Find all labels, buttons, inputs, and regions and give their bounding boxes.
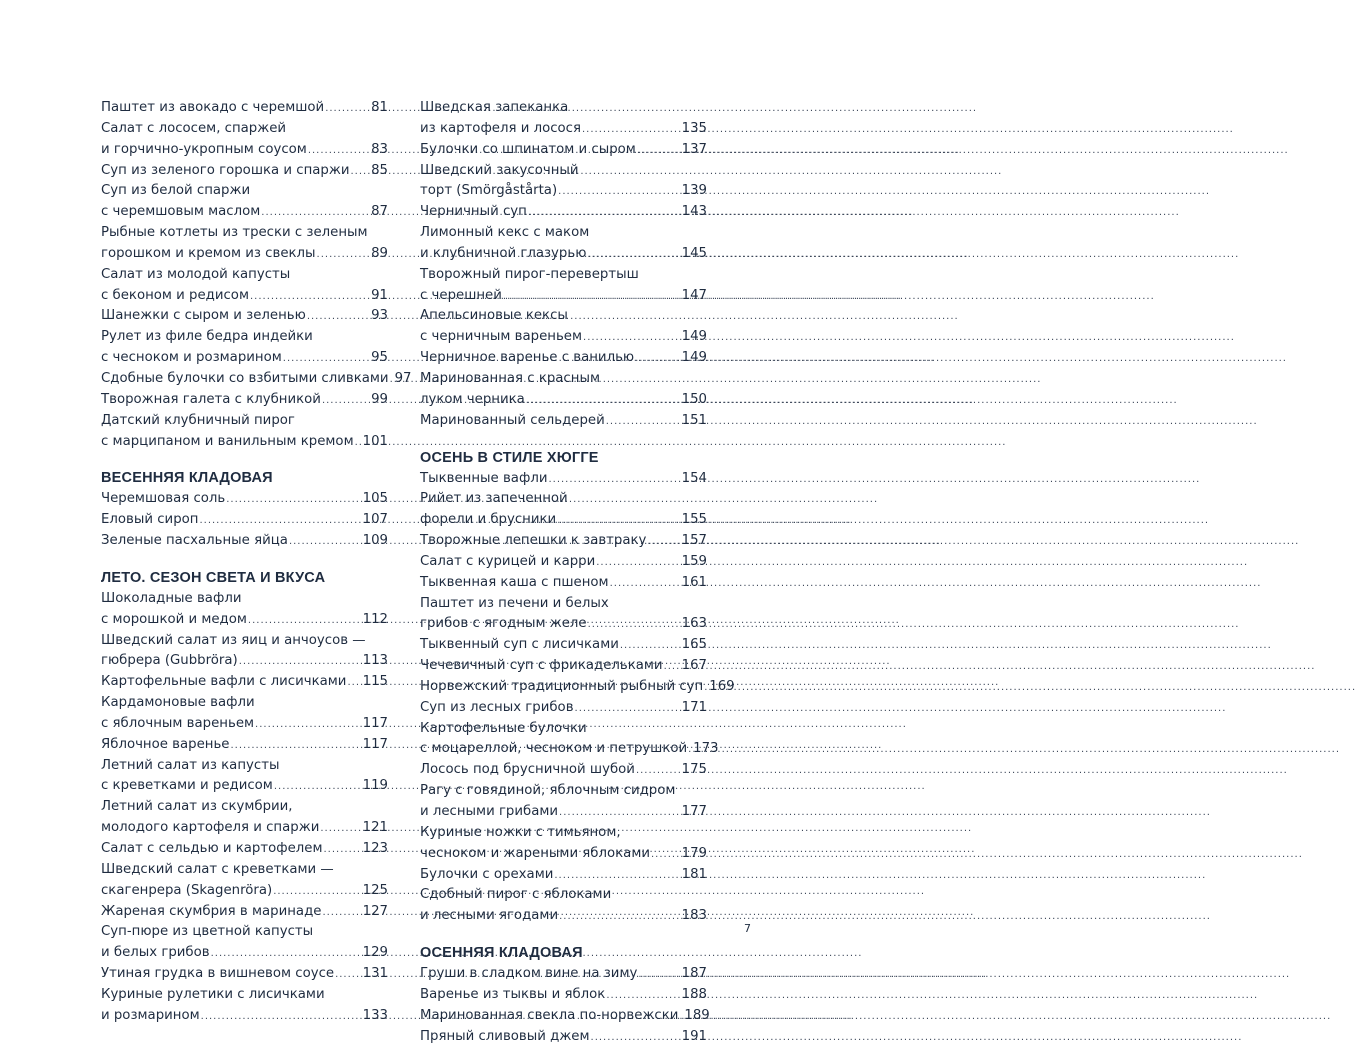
entry-page-number: 179 (681, 845, 707, 861)
toc-entry-line (420, 885, 707, 906)
entry-page-number: 113 (362, 653, 388, 669)
entry-page-number: 81 (371, 100, 388, 115)
entry-title: Сдобный пирог с яблоками (420, 887, 612, 903)
entry-title: с чесноком и розмарином (101, 350, 282, 366)
dot-leader (557, 511, 680, 532)
entry-page-number: 169 (709, 678, 735, 694)
entry-title: Зеленые пасхальные яйца (101, 533, 288, 549)
dot-leader (250, 287, 370, 308)
entry-title: Шведский закусочный (420, 162, 579, 178)
entry-page-number: 121 (362, 820, 388, 836)
toc-entry-line (420, 614, 707, 635)
toc-entry-line (101, 202, 388, 223)
entry-page-number: 131 (362, 966, 388, 982)
toc-entry-line (420, 1006, 710, 1027)
entry-title: с черничным вареньем (420, 329, 583, 345)
entry-page-number: 125 (362, 882, 388, 898)
entry-page-number: 173 (693, 741, 719, 757)
entry-page-number: 145 (681, 245, 707, 261)
entry-page-number: 155 (681, 512, 707, 528)
entry-page-number: 127 (362, 903, 388, 919)
entry-page-number: 163 (681, 616, 707, 632)
entry-page-number: 115 (362, 674, 388, 690)
entry-page-number: 151 (681, 412, 707, 428)
dot-leader (704, 678, 708, 699)
entry-title: Яблочное варенье (101, 736, 230, 752)
entry-title: Салат с курицей и карри (420, 553, 596, 569)
entry-title: Летний салат из скумбрии, (101, 799, 293, 815)
entry-page-number: 97 (394, 370, 412, 386)
toc-entry-line (101, 797, 388, 818)
entry-page-number: 85 (371, 162, 388, 178)
toc-entry-line (420, 552, 707, 573)
entry-title: молодого картофеля и спаржи (101, 820, 320, 836)
entry-title: из картофеля и лосося (420, 120, 581, 136)
entry-title: грибов с ягодным желе (420, 616, 587, 632)
toc-entry-line (420, 98, 707, 119)
toc-entry-line (420, 656, 707, 677)
toc-entry-line (101, 510, 388, 531)
dot-leader (503, 287, 681, 308)
toc-entry-line (420, 719, 707, 740)
entry-page-number: 112 (362, 611, 388, 627)
dot-leader (230, 736, 361, 757)
entry-title: Суп-пюре из цветной капусты (101, 924, 314, 940)
entry-page-number: 117 (362, 715, 388, 731)
dot-leader (355, 433, 362, 454)
toc-entry-line (101, 119, 388, 140)
section-heading: ОСЕНЬ В СТИЛЕ ХЮГГЕ (420, 449, 599, 466)
toc-entry-line (101, 776, 388, 797)
entry-title: и клубничной глазурью (420, 245, 587, 261)
dot-leader (635, 349, 681, 370)
entry-title: с черешней (420, 287, 502, 303)
entry-title: скагенрера (Skagenröra) (101, 882, 273, 898)
toc-entry-line (420, 411, 707, 432)
entry-page-number: 159 (681, 553, 707, 569)
dot-leader (559, 803, 681, 824)
toc-entry-line (420, 531, 707, 552)
dot-leader (679, 1007, 683, 1028)
entry-page-number: 105 (362, 491, 388, 507)
entry-title: Утиная грудка в вишневом соусе (101, 966, 335, 982)
toc-entry-line (101, 610, 388, 631)
entry-title: Рулет из филе бедра индейки (101, 329, 313, 345)
dot-leader (261, 203, 370, 224)
dot-leader (322, 903, 361, 924)
toc-entry-line (420, 202, 707, 223)
dot-leader (324, 840, 362, 861)
entry-page-number: 177 (681, 804, 707, 819)
dot-leader (606, 986, 680, 1007)
entry-page-number: 83 (371, 141, 388, 157)
entry-page-number: 171 (681, 699, 707, 715)
entry-page-number: 149 (681, 329, 707, 345)
dot-leader (606, 412, 681, 433)
entry-title: Лосось под брусничной шубой (420, 762, 635, 778)
toc-entry-line (101, 860, 388, 881)
entry-page-number: 139 (681, 183, 707, 199)
entry-title: Еловый сироп (101, 512, 199, 528)
dot-leader (526, 391, 681, 412)
dot-leader (688, 740, 692, 761)
entry-title: Рыбные котлеты из трески с зеленым (101, 225, 368, 241)
toc-entry-line (101, 943, 388, 964)
toc-entry-line (101, 348, 388, 369)
entry-page-number: 107 (362, 512, 388, 528)
toc-entry-line (101, 693, 388, 714)
dot-leader (320, 819, 361, 840)
toc-entry-line (420, 635, 707, 656)
entry-page-number: 87 (371, 204, 388, 220)
toc-entry-line (101, 589, 388, 610)
section-heading: ВЕСЕННЯЯ КЛАДОВАЯ (101, 470, 273, 487)
entry-title: с моцареллой, чесноком и петрушкой (420, 741, 688, 757)
entry-title: Тыквенный суп с лисичками (420, 637, 619, 653)
toc-entry-line (101, 1006, 388, 1027)
entry-title: луком черника (420, 391, 525, 407)
dot-leader (350, 162, 370, 183)
toc-entry-line (101, 631, 388, 652)
toc-entry-line (420, 594, 707, 615)
toc-entry-line (101, 161, 388, 182)
toc-entry-line (420, 698, 707, 719)
entry-title: Лимонный кекс с маком (420, 225, 590, 241)
page-number: 7 (744, 922, 751, 935)
entry-page-number: 119 (362, 778, 388, 794)
entry-page-number: 137 (681, 141, 707, 157)
toc-entry-line (101, 714, 388, 735)
dot-leader (582, 120, 681, 141)
toc-entry-line (420, 1027, 707, 1048)
entry-title: с морошкой и медом (101, 611, 247, 627)
toc-entry-line (101, 286, 388, 307)
toc-entry-line (101, 327, 388, 348)
entry-title: Шоколадные вафли (101, 590, 242, 606)
toc-entry-line (420, 739, 719, 760)
dot-leader (636, 761, 681, 782)
entry-page-number: 133 (362, 1007, 388, 1023)
dot-leader (283, 349, 370, 370)
toc-entry-line (101, 531, 388, 552)
entry-page-number: 161 (681, 574, 707, 590)
dot-leader (347, 673, 361, 694)
entry-title: Маринованная с красным (420, 370, 600, 386)
dot-leader (558, 182, 680, 203)
toc-entry-line (420, 906, 707, 927)
entry-page-number: 135 (681, 120, 707, 136)
toc-entry-line (420, 469, 707, 490)
toc-entry-line (420, 119, 707, 140)
section-heading: ОСЕННЯЯ КЛАДОВАЯ (420, 945, 583, 962)
entry-title: с яблочным вареньем (101, 715, 255, 731)
entry-page-number: 187 (681, 966, 707, 982)
entry-title: Шведская запеканка (420, 100, 569, 115)
entry-title: Жареная скумбрия в маринаде (101, 903, 322, 919)
entry-page-number: 165 (681, 637, 707, 653)
dot-leader (248, 611, 362, 632)
toc-entry-line (420, 677, 735, 698)
entry-page-number: 99 (371, 391, 388, 407)
entry-page-number: 89 (371, 245, 388, 261)
toc-entry-line (101, 223, 388, 244)
dot-leader (274, 777, 362, 798)
toc-entry-line (420, 223, 707, 244)
toc-entry-line (101, 306, 388, 327)
toc-entry-line (101, 390, 388, 411)
toc-entry-line (101, 244, 388, 265)
entry-title: Сдобные булочки со взбитыми сливками (101, 370, 389, 386)
entry-title: Булочки со шпинатом и сыром (420, 141, 636, 157)
entry-title: и горчично-укропным соусом (101, 141, 307, 157)
dot-leader (307, 307, 370, 328)
toc-entry-line (101, 672, 388, 693)
toc-entry-line (101, 756, 388, 777)
dot-leader (559, 907, 681, 928)
toc-entry-line (420, 510, 707, 531)
dot-leader (554, 866, 680, 887)
entry-title: с черемшовым маслом (101, 204, 261, 220)
entry-title: Рийет из запеченной (420, 491, 568, 507)
dot-leader (548, 470, 680, 491)
entry-page-number: 129 (362, 945, 388, 961)
toc-entry-line (101, 839, 388, 860)
entry-title: с марципаном и ванильным кремом (101, 433, 354, 449)
dot-leader (390, 370, 394, 391)
entry-page-number: 189 (684, 1007, 710, 1023)
dot-leader (317, 245, 371, 266)
dot-leader (199, 511, 361, 532)
toc-column-left (101, 98, 412, 1027)
dot-leader (325, 99, 370, 120)
entry-title: и лесными ягодами (420, 908, 559, 924)
entry-title: Черничное варенье с ванилью (420, 350, 635, 366)
toc-entry-line (101, 489, 388, 510)
entry-page-number: 183 (681, 908, 707, 924)
entry-title: Летний салат из капусты (101, 757, 280, 773)
dot-leader (273, 882, 361, 903)
dot-leader (664, 657, 681, 678)
entry-page-number: 123 (362, 841, 388, 856)
toc-entry-line (420, 369, 707, 390)
dot-leader (620, 636, 681, 657)
entry-title: Картофельные вафли с лисичками (101, 674, 347, 690)
entry-title: Черемшовая соль (101, 491, 226, 507)
entry-title: Шведский салат из яиц и анчоусов — (101, 632, 366, 648)
toc-entry-line (101, 964, 388, 985)
dot-leader (201, 1007, 362, 1028)
entry-title: Суп из зеленого горошка и спаржи (101, 162, 350, 178)
dot-leader (255, 715, 362, 736)
entry-page-number: 95 (371, 350, 388, 366)
entry-page-number: 91 (371, 287, 388, 303)
toc-entry-line (101, 881, 388, 902)
entry-title: гюбрера (Gubbröra) (101, 653, 238, 669)
dot-leader (651, 845, 681, 866)
toc-entry-line (101, 181, 388, 202)
entry-page-number: 191 (681, 1028, 707, 1044)
dot-leader (596, 553, 680, 574)
entry-title: Картофельные булочки (420, 720, 587, 736)
toc-entry-line (420, 181, 707, 202)
entry-page-number: 93 (371, 308, 388, 324)
dot-leader (647, 532, 680, 553)
toc-entry-line (101, 922, 388, 943)
toc-entry-line (420, 823, 707, 844)
entry-page-number: 109 (362, 533, 388, 549)
entry-title: Паштет из авокадо с черемшой (101, 100, 325, 115)
entry-page-number: 149 (681, 350, 707, 366)
entry-title: Шведский салат с креветками — (101, 861, 334, 877)
entry-title: Апельсиновые кексы (420, 308, 568, 324)
entry-title: и розмарином (101, 1007, 200, 1023)
toc-entry-line (420, 306, 707, 327)
entry-page-number: 154 (681, 470, 707, 486)
dot-leader (322, 391, 370, 412)
dot-leader (289, 532, 362, 553)
toc-entry-line (420, 985, 707, 1006)
toc-entry-line (420, 781, 707, 802)
entry-title: Творожная галета с клубникой (101, 391, 321, 407)
entry-title: с креветками и редисом (101, 778, 273, 794)
dot-leader (239, 652, 362, 673)
toc-entry-line (101, 369, 412, 390)
dot-leader (587, 245, 680, 266)
entry-title: Творожный пирог-перевертыш (420, 266, 639, 282)
dot-leader (588, 615, 681, 636)
dot-leader (226, 490, 361, 511)
entry-title: Салат с сельдью и картофелем (101, 841, 323, 856)
dot-leader (591, 1028, 681, 1048)
toc-entry-line (420, 390, 707, 411)
entry-title: Суп из белой спаржи (101, 183, 251, 199)
entry-title: и лесными грибами (420, 804, 559, 819)
entry-title: Куриные рулетики с лисичками (101, 986, 325, 1002)
entry-page-number: 167 (681, 658, 707, 674)
dot-leader (638, 965, 680, 986)
toc-entry-line (420, 161, 707, 182)
toc-entry-line (101, 985, 388, 1006)
toc-entry-line (420, 265, 707, 286)
dot-leader (211, 944, 362, 965)
entry-title: Маринованный сельдерей (420, 412, 605, 428)
entry-title: горошком и кремом из свеклы (101, 245, 316, 261)
toc-entry-line (420, 348, 707, 369)
entry-page-number: 175 (681, 762, 707, 778)
toc-entry-line (420, 760, 707, 781)
toc-entry-line (101, 818, 388, 839)
entry-page-number: 101 (362, 433, 388, 449)
dot-leader (308, 141, 370, 162)
dot-leader (335, 965, 362, 986)
toc-entry-line (420, 844, 707, 865)
toc-entry-line (101, 140, 388, 161)
entry-title: Груши в сладком вине на зиму (420, 966, 638, 982)
dot-leader (528, 203, 681, 224)
entry-title: Булочки с орехами (420, 866, 554, 882)
entry-title: Тыквенная каша с пшеном (420, 574, 609, 590)
dot-leader (575, 699, 681, 720)
entry-title: Маринованная свекла по-норвежски (420, 1007, 679, 1023)
toc-entry-line (101, 735, 388, 756)
entry-title: Черничный суп (420, 204, 527, 220)
toc-entry-line (420, 140, 707, 161)
entry-title: Датский клубничный пирог (101, 412, 295, 428)
entry-title: Шанежки с сыром и зеленью (101, 308, 306, 324)
toc-entry-line (101, 432, 388, 453)
entry-title: Рагу с говядиной, яблочным сидром (420, 783, 676, 799)
entry-page-number: 117 (362, 736, 388, 752)
dot-leader (637, 141, 681, 162)
entry-title: Салат с лососем, спаржей (101, 120, 287, 136)
dot-leader (583, 328, 681, 349)
entry-title: Куриные ножки с тимьяном, (420, 824, 621, 840)
toc-entry-line (420, 286, 707, 307)
dot-leader (610, 574, 681, 595)
entry-title: Чечевичный суп с фрикадельками (420, 658, 663, 674)
entry-title: Пряный сливовый джем (420, 1028, 590, 1044)
toc-entry-line (101, 651, 388, 672)
entry-page-number: 143 (681, 204, 707, 220)
entry-title: Норвежский традиционный рыбный суп (420, 678, 704, 694)
entry-title: Тыквенные вафли (420, 470, 548, 486)
toc-entry-line (420, 327, 707, 348)
entry-title: Паштет из печени и белых (420, 595, 609, 611)
entry-page-number: 157 (681, 533, 707, 549)
toc-entry-line (420, 489, 707, 510)
entry-title: Варенье из тыквы и яблок (420, 986, 606, 1002)
entry-title: торт (Smörgåstårta) (420, 183, 558, 199)
toc-entry-line (101, 411, 388, 432)
entry-page-number: 147 (681, 287, 707, 303)
entry-title: Кардамоновые вафли (101, 695, 255, 711)
entry-title: Суп из лесных грибов (420, 699, 574, 715)
toc-entry-line (420, 865, 707, 886)
toc-entry-line (420, 964, 707, 985)
toc-entry-line (420, 573, 707, 594)
section-heading: ЛЕТО. СЕЗОН СВЕТА И ВКУСА (101, 569, 326, 586)
entry-title: форели и брусники (420, 512, 557, 528)
entry-page-number: 188 (681, 986, 707, 1002)
entry-title: Салат из молодой капусты (101, 266, 291, 282)
toc-entry-line (420, 244, 707, 265)
entry-page-number: 150 (681, 391, 707, 407)
toc-entry-line (420, 802, 707, 823)
toc-entry-line (101, 265, 388, 286)
entry-title: с беконом и редисом (101, 287, 249, 303)
toc-column-right (420, 98, 735, 1047)
entry-title: Творожные лепешки к завтраку (420, 533, 647, 549)
entry-title: чесноком и жареными яблоками (420, 845, 650, 861)
toc-entry-line (101, 98, 388, 119)
entry-title: и белых грибов (101, 945, 210, 961)
entry-page-number: 181 (681, 866, 707, 882)
toc-entry-line (101, 902, 388, 923)
